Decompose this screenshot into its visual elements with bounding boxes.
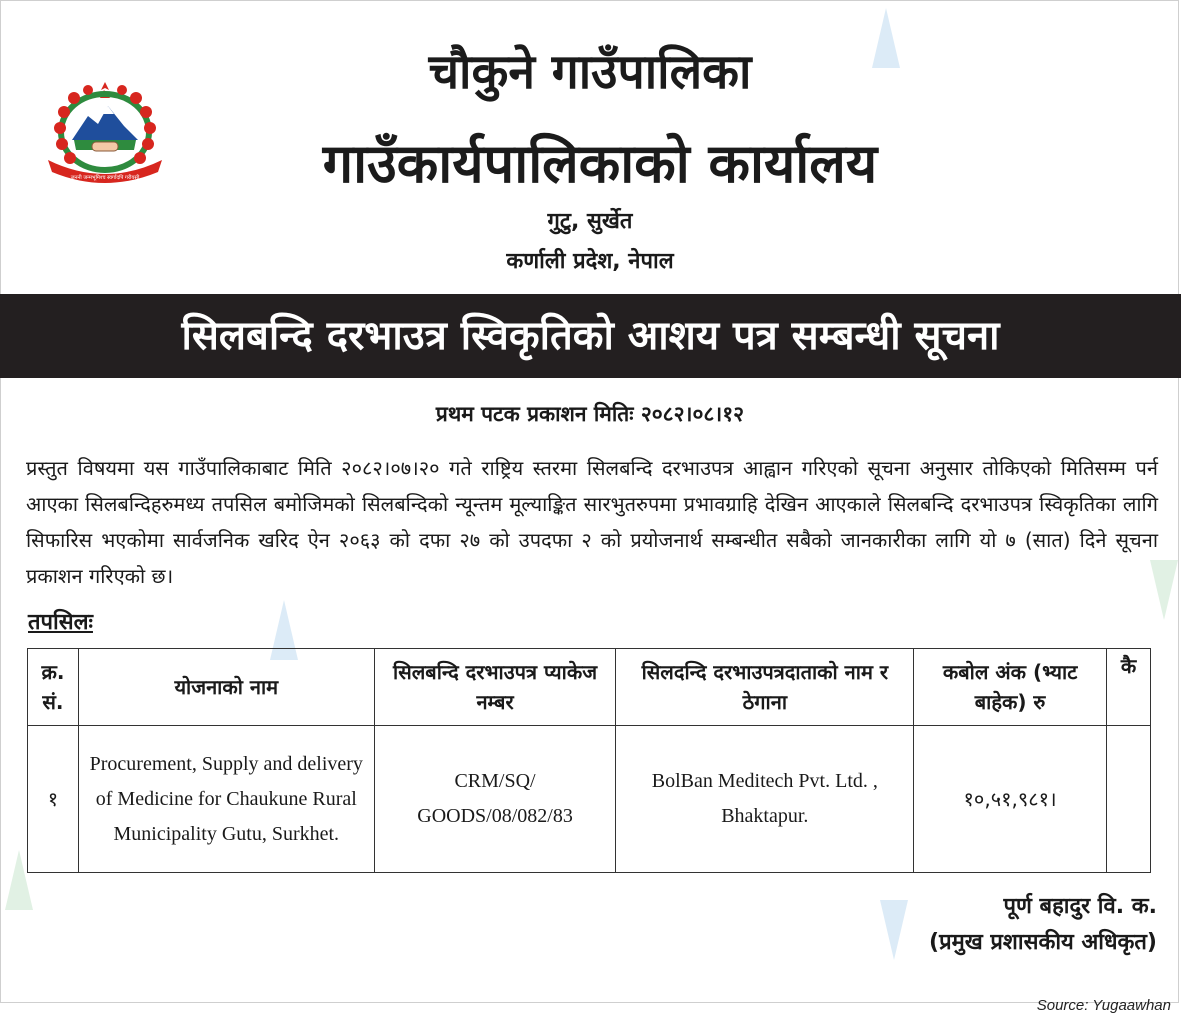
notice-title-banner	[0, 294, 1181, 378]
cell-remarks	[1107, 726, 1151, 873]
col-header-amount: कबोल अंक (भ्याट बाहेक) रु	[914, 649, 1107, 726]
watermark-arrow-icon	[880, 900, 908, 960]
office-name: गाउँकार्यपालिकाको कार्यालय	[322, 132, 878, 195]
municipality-name: चौकुने गाउँपालिका	[428, 44, 752, 100]
schedule-heading: तपसिलः	[28, 610, 93, 635]
source-credit: Source: Yugaawhan	[1036, 997, 1171, 1014]
emblem-motto: जननी जन्मभूमिश्च स्वर्गादपि गरीयसी	[70, 175, 140, 181]
nepal-emblem-logo	[40, 76, 170, 188]
signatory-name: पूर्ण बहादुर वि. क.	[1003, 894, 1157, 919]
cell-bidder: BolBan Meditech Pvt. Ltd. , Bhaktapur.	[616, 726, 914, 873]
cell-sn: १	[28, 726, 79, 873]
publication-date-label: प्रथम पटक प्रकाशन मितिः	[435, 402, 634, 426]
publication-date: २०८२।०८।१२	[640, 402, 745, 426]
address-line-2: कर्णाली प्रदेश, नेपाल	[506, 249, 674, 274]
schedule-table	[27, 648, 1151, 873]
col-header-bidder: सिलदन्दि दरभाउपत्रदाताको नाम र ठेगाना	[616, 649, 914, 726]
notice-body: प्रस्तुत विषयमा यस गाउँपालिकाबाट मिति २०८२।०७।२० गते राष्ट्रिय स्तरमा सिलबन्दि दरभाउपत्र आह्वान गरिएको सूचना अनुसार तोकिएको मितिसम्म पर्न आएका सिलबन्दिहरुमध्य तपसिल बमोजिमको सिलबन्दिको न्यून्तम मूल्याङ्कित सारभुतरुपमा प्रभावग्राहि देखिन आएकाले सिलबन्दि दरभाउपत्र स्विकृतिका लागि सिफारिस भएकोमा सार्वजनिक खरिद ऐन २०६३ को दफा २७ को उपदफा २ को प्रयोजनार्थ सम्बन्धीत सबैको जानकारीका लागि यो ७ (सात) दिने सूचना प्रकाशन गरिएको छ।	[26, 456, 1158, 588]
table-row	[28, 726, 1151, 873]
col-header-sn: क्र. सं.	[28, 649, 79, 726]
table-header-row	[28, 649, 1151, 726]
cell-amount: १०,५१,९८१।	[914, 726, 1107, 873]
cell-package: CRM/SQ/ GOODS/08/082/83	[374, 726, 616, 873]
signatory-designation: (प्रमुख प्रशासकीय अधिकृत)	[929, 930, 1157, 955]
notice-title: सिलबन्दि दरभाउत्र स्विकृतिको आशय पत्र सम्बन्धी सूचना	[181, 313, 1000, 359]
col-header-project: योजनाको नाम	[78, 649, 374, 726]
cell-project: Procurement, Supply and delivery of Medicine for Chaukune Rural Municipality Gutu, Surkhet.	[78, 726, 374, 873]
address-line-1: गुटु, सुर्खेत	[547, 209, 633, 234]
col-header-package: सिलबन्दि दरभाउपत्र प्याकेज नम्बर	[374, 649, 616, 726]
publication-date-line	[300, 400, 880, 428]
col-header-remarks: कै	[1107, 649, 1151, 726]
